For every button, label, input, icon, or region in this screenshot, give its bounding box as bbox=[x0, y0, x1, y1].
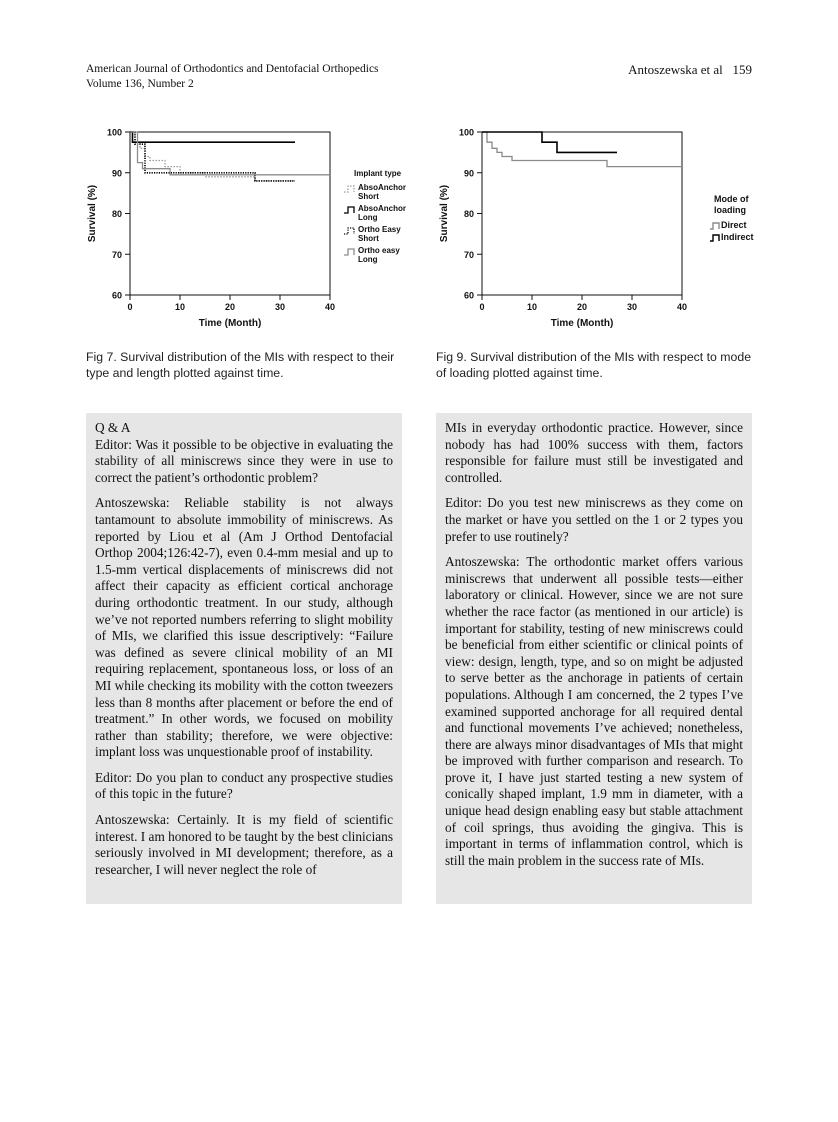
y-axis-label: Survival (%) bbox=[439, 184, 450, 243]
legend-symbol bbox=[344, 207, 354, 213]
x-axis-label: Time (Month) bbox=[198, 318, 262, 329]
running-header-left bbox=[86, 62, 379, 92]
running-header-right bbox=[628, 62, 752, 77]
journal-volume: Volume 136, Number 2 bbox=[86, 78, 194, 90]
x-tick-label: 10 bbox=[526, 302, 538, 312]
qa-box-left bbox=[86, 413, 402, 904]
figure-9 bbox=[430, 122, 760, 337]
editor-question-1: Editor: Was it possible to be objective in evaluating the stability of all miniscrews since they were in use to correct the patient’s orthodontic problem? bbox=[95, 436, 393, 485]
x-tick-label: 20 bbox=[576, 302, 588, 312]
x-tick-label: 40 bbox=[324, 302, 336, 312]
legend-label: Long bbox=[358, 255, 378, 264]
y-tick-label: 80 bbox=[111, 209, 122, 219]
legend-symbol bbox=[344, 249, 354, 255]
author-answer-2: Antoszewska: Certainly. It is my field of scientific interest. I am honored to be taught by the best clinicians seriously involved in MI development; therefore, as a researcher, I will never neglect the role of bbox=[95, 812, 393, 877]
qa-box-right bbox=[436, 413, 752, 904]
editor-question-2: Editor: Do you plan to conduct any prospective studies of this topic in the future? bbox=[95, 769, 393, 802]
legend-symbol bbox=[344, 228, 354, 234]
legend-label: Ortho Easy bbox=[358, 225, 401, 234]
legend-label: Short bbox=[358, 192, 379, 201]
legend-label: AbsoAnchor bbox=[358, 204, 406, 213]
author-answer-3: Antoszewska: The orthodontic market offers various miniscrews that underwent all possible tests—either laboratory or clinical. However, since we are not sure whether the race factor (as mentioned in our article) is important for stability, testing of new miniscrews could be beneficial from either scientific or clinical points of view: design, length, type, and so on might be adjusted to serve better as the anchorage in patients of certain populations. Although I am concerned, the 2 types I’ve examined supported anchorage for all required dental and functional movements I’ve achieved; nonetheless, there are always minor disadvantages of MIs that might be improved with further comparison and research. To prove it, I have just started testing a new system of conically shaped implant, 1.9 mm in diameter, with a unique head design enabling easy but stable attachment of coil springs, thus avoiding the gingiva. This is important in terms of inflammation control, which is still the main problem in the success rate of MIs. bbox=[445, 554, 743, 868]
legend-label: AbsoAnchor bbox=[358, 183, 406, 192]
author-answer-2-continued: MIs in everyday orthodontic practice. However, since nobody has had 100% success with them, factors responsible for failure must still be investigated and controlled. bbox=[445, 420, 743, 485]
y-tick-label: 80 bbox=[463, 209, 474, 219]
figure-7-caption: Fig 7. Survival distribution of the MIs with respect to their type and length plotted against time. bbox=[86, 350, 395, 380]
y-axis-label: Survival (%) bbox=[87, 184, 98, 243]
figure-7 bbox=[78, 122, 408, 337]
y-tick-label: 70 bbox=[111, 249, 122, 260]
figure-9-caption: Fig 9. Survival distribution of the MIs with respect to mode of loading plotted against time. bbox=[436, 350, 752, 380]
y-tick-label: 90 bbox=[463, 168, 474, 179]
y-tick-label: 100 bbox=[458, 127, 474, 138]
y-tick-label: 70 bbox=[463, 249, 474, 260]
series-line-2 bbox=[482, 132, 617, 152]
plot-frame bbox=[130, 132, 330, 295]
legend-label: Indirect bbox=[721, 232, 754, 242]
series-line-4 bbox=[130, 132, 330, 175]
y-tick-label: 60 bbox=[463, 290, 474, 301]
legend-label: Long bbox=[358, 213, 378, 222]
y-tick-label: 100 bbox=[106, 127, 122, 138]
legend-symbol bbox=[344, 186, 354, 192]
y-tick-label: 90 bbox=[111, 168, 122, 179]
x-tick-label: 30 bbox=[626, 302, 638, 312]
x-tick-label: 0 bbox=[479, 302, 485, 312]
series-line-1 bbox=[482, 132, 682, 167]
legend-title: loading bbox=[714, 205, 746, 215]
legend-symbol bbox=[710, 223, 719, 229]
legend-title: Implant type bbox=[354, 169, 402, 178]
legend-symbol bbox=[710, 235, 719, 241]
legend-label: Direct bbox=[721, 220, 747, 230]
x-tick-label: 30 bbox=[274, 302, 286, 312]
journal-name: American Journal of Orthodontics and Dentofacial Orthopedics bbox=[86, 63, 379, 75]
header-authors: Antoszewska et al bbox=[628, 62, 723, 77]
editor-question-3: Editor: Do you test new miniscrews as they come on the market or have you settled on the 1 or 2 types you prefer to use routinely? bbox=[445, 495, 743, 544]
author-answer-1: Antoszewska: Reliable stability is not always tantamount to absolute immobility of miniscrews. As reported by Liou et al (Am J Orthod Dentofacial Orthop 2004;126:42-7), even 0.4-mm mesial and up to 1.5-mm vertical displacements of miniscrews did not affect their capacity as efficient cortical anchorage during orthodontic treatment. In our study, although we’ve not reported numbers referring to slight mobility of MIs, we clarified this issue descriptively: “Failure was defined as severe clinical mobility of an MI requiring replacement, spontaneous loss, or loss of an MI while checking its mobility with the cotton tweezers less than 8 months after placement or before the end of treatment.” In other words, we focused on mobility rather than stability; therefore, we were objective: implant loss was unquestionable proof of instability. bbox=[95, 495, 393, 760]
legend-label: Ortho easy bbox=[358, 246, 400, 255]
legend-title: Mode of bbox=[714, 194, 749, 204]
series-line-3 bbox=[130, 132, 295, 181]
y-tick-label: 60 bbox=[111, 290, 122, 301]
x-tick-label: 20 bbox=[224, 302, 236, 312]
x-tick-label: 0 bbox=[127, 302, 133, 312]
x-tick-label: 40 bbox=[676, 302, 688, 312]
legend-label: Short bbox=[358, 234, 379, 243]
x-axis-label: Time (Month) bbox=[550, 318, 614, 329]
qa-heading: Q & A bbox=[95, 420, 131, 435]
page-number: 159 bbox=[732, 62, 752, 77]
figure-7-chart bbox=[78, 122, 408, 337]
series-line-2 bbox=[130, 132, 295, 142]
x-tick-label: 10 bbox=[174, 302, 186, 312]
figure-9-chart bbox=[430, 122, 760, 337]
